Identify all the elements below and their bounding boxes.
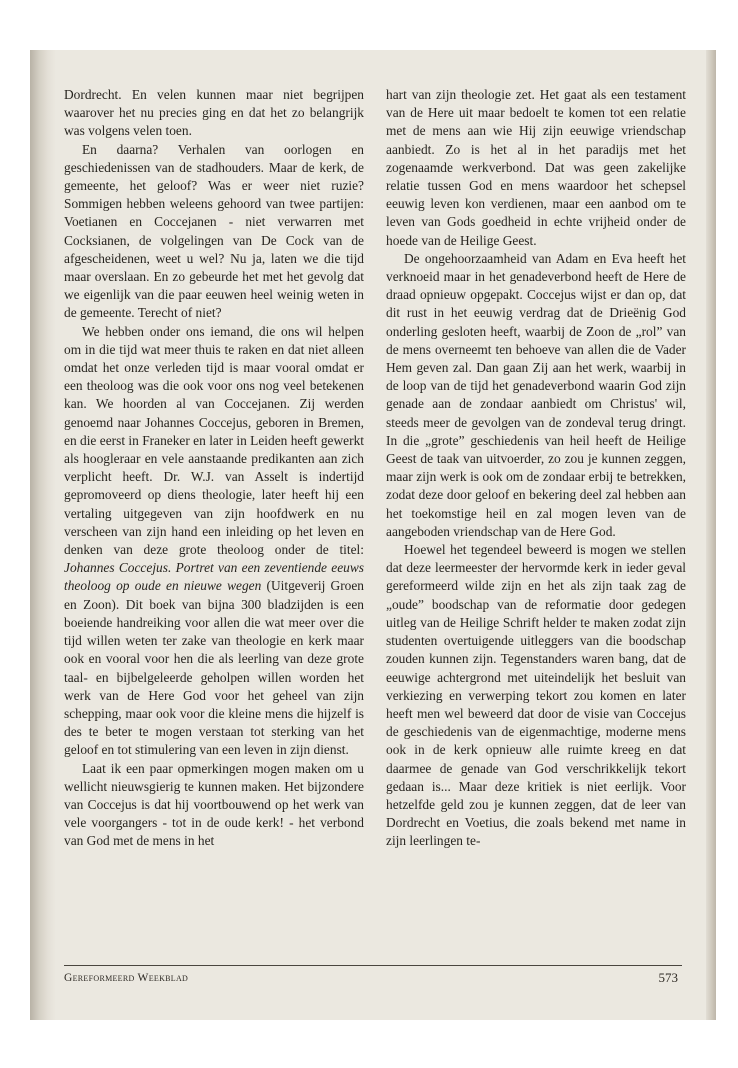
page-number: 573 [658,970,678,985]
book-title: Johannes Coccejus. Portret van een zeventiende eeuws theoloog op oude en nieuwe wegen [64,560,364,594]
page-spine-shadow [30,50,56,1020]
paragraph: Hoewel het tegendeel beweerd is mogen we stellen dat deze leermeester der hervormde kerk in ieder geval gereformeerd wilde zijn en het als zijn taak zag de „oude” boodschap van de reformatie door gedegen uitleg van de Heilige Schrift helder te maken zodat zijn studenten overtuigende uitleggers van die boodschap zouden kunnen zijn. Tegenstanders waren bang, dat de eeuwige achtergrond met uiteindelijk het besluit van verkiezing en verwerping tekort zou komen en later heeft men wel beweerd dat door de visie van Coccejus de geschiedenis van de eigenmachtige, moderne mens ook in de kerk opnieuw alle ruimte kreeg en dat daarmee de genade van God verschrikkelijk tekort gedaan is... Maar deze kritiek is niet eerlijk. Voor hetzelfde geld zou je kunnen zeggen, dat de leer van Dordrecht en Voetius, die zoals bekend met name in zijn leerlingen te- [386,542,686,849]
paragraph [64,323,364,760]
paragraph: hart van zijn theologie zet. Het gaat als een testament van de Here uit maar bedoelt te komen tot een relatie met de mens aan wie Hij zijn eeuwige vriendschap aanbiedt. Zo is het al in het paradijs met het zogenaamde werkverbond. Dat was geen zakelijke relatie tussen God en mens waardoor het schepsel eeuwig leven kon verdienen, maar een aanbod om te leven van Gods goedheid in echte vrijheid onder de hoede van de Heilige Geest. [386,87,686,248]
paragraph: Laat ik een paar opmerkingen mogen maken om u wellicht nieuwsgierig te kunnen maken. Het bijzondere van Coccejus is dat hij voortbouwend op het werk van vele voorgangers - tot in de oude kerk! - het verbond van God met de mens in het [64,760,364,849]
paragraph: Dordrecht. En velen kunnen maar niet begrijpen waarover het nu precies ging en dat het zo belangrijk was volgens velen toen. [64,87,364,139]
left-column [64,86,364,851]
paragraph: De ongehoorzaamheid van Adam en Eva heeft het verknoeid maar in het genadeverbond heeft de Here de draad opnieuw opgepakt. Coccejus wijst er dan op, dat dit rust in het eeuwig verdrag dat de Drieënig God onderling gesloten heeft, waarbij de Zoon de „rol” van de mens overneemt ten behoeve van allen die de Vader Hem geven zal. Dan gaan Zij aan het werk, waarbij in de loop van de tijd het genadeverbond waarin God zijn genade aan de zondaar aanbiedt om Christus' wil, steeds meer de gevolgen van de zondeval terug dringt. In die „grote” geschiedenis van heil heeft de Heilige Geest de taak van uitvoerder, zo zou je kunnen zeggen, maar zijn werk is ook om de zondaar erbij te betrekken, zodat deze door geloof en bekering deel zal hebben aan het toekomstige heil en zal mogen leven van de aangeboden vriendschap van de Here God. [386,250,686,539]
footer-rule [64,965,682,966]
publication-title: Gereformeerd Weekblad [64,972,189,984]
paragraph: En daarna? Verhalen van oorlogen en geschiedenissen van de stadhouders. Maar de kerk, de gemeente, het geloof? Was er weer niet ruzie? Sommigen hebben weleens gehoord van twee partijen: Voetianen en Coccejanen - niet verwarren met Cocksianen, de volgelingen van De Cock van de afgescheidenen, weet u wel? Nu ja, laten we die tijd maar overslaan. En zo gebeurde het met het gevolg dat we eigenlijk van die paar eeuwen heel weinig weten in de gemeente. Terecht of niet? [64,141,364,321]
paragraph-text: We hebben onder ons iemand, die ons wil helpen om in die tijd wat meer thuis te raken en dat niet alleen omdat het onze verleden tijd is maar vooral omdat er een theoloog was die ook voor ons nog veel betekenen kan. We hoorden al van Coccejanen. Zij werden genoemd naar Johannes Coccejus, geboren in Bremen, en die eerst in Franeker en later in Leiden heeft gewerkt als hoogleraar en vele aanstaande predikanten aan zich verplicht heeft. Dr. W.J. van Asselt is indertijd gepromoveerd op diens theologie, later heeft hij een vertaling uitgegeven van zijn hoofdwerk en nu verscheen van zijn hand een inleiding op het leven en denken van deze grote theoloog onder de titel: [64,323,364,558]
magazine-page [30,50,716,1020]
paragraph-text: (Uitgeverij Groen en Zoon). Dit boek van bijna 300 bladzijden is een boeiende handreiking voor allen die wat meer over die tijd willen weten ter zake van theologie en kerk maar ook en vooral voor hen die als leerling van deze grote taal- en bijbelgeleerde geholpen willen worden het werk van de Here God voor het geheel van zijn schepping, maar ook voor die kleine mens die hijzelf is des te beter te mogen verstaan tot sterking van het geloof en tot stimulering van een leven in zijn dienst. [64,578,364,758]
right-column [386,86,686,851]
page-edge [706,50,716,1020]
